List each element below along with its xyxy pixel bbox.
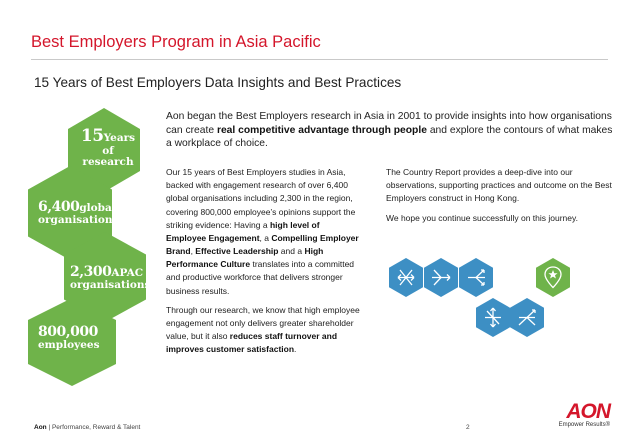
page-number: 2 — [466, 424, 470, 431]
stat-global-suffix: global — [79, 202, 116, 214]
title-divider — [31, 59, 608, 60]
logo-wordmark: AON — [566, 400, 610, 423]
footer-text: Aon | Performance, Reward & Talent — [34, 424, 141, 431]
left-paragraph-2: Through our research, we know that high employee engagement not only delivers greater shareholder value, but it also reduces staff turnover and improves customer satisfaction. — [166, 304, 360, 355]
stat-employees-value: 800,000 — [38, 324, 98, 340]
stat-apac-suffix: APAC — [111, 267, 144, 279]
logo-tagline: Empower Results® — [558, 422, 610, 428]
footer-section: Performance, Reward & Talent — [51, 424, 141, 431]
right-column — [386, 166, 618, 231]
right-paragraph-1: The Country Report provides a deep-dive into our observations, supporting practices and outcome on the Best Employers construct in Hong Kong. — [386, 167, 612, 204]
arrows-scatter-icon — [476, 298, 510, 337]
arrows-out-icon — [389, 258, 423, 297]
left-column — [166, 166, 362, 362]
stat-employees-line2: employees — [38, 338, 100, 351]
page-title: Best Employers Program in Asia Pacific — [31, 33, 321, 51]
stat-years-line2: of — [102, 144, 114, 157]
left-paragraph-1: Our 15 years of Best Employers studies in Asia, backed with engagement research of over 6,400 global organisations including 2,300 in the region, covering 800,000 employee’s opinions support the striking evidence: Having a high level of Employee Engagement, a Compelling Employer Brand, Effective Leadership and a High Performance Culture translates into a committed and productive workforce that delivers stronger business results. — [166, 167, 359, 296]
location-star-icon — [536, 258, 570, 297]
stat-apac — [70, 263, 151, 291]
stat-apac-line2: organisations — [70, 278, 151, 291]
aon-logo — [538, 400, 610, 428]
page-subtitle: 15 Years of Best Employers Data Insights and Best Practices — [34, 75, 402, 90]
stat-apac-value: 2,300 — [70, 264, 112, 280]
arrows-branch-icon — [459, 258, 493, 297]
stat-years — [78, 128, 138, 168]
stat-years-line3: research — [82, 155, 134, 168]
stat-global — [38, 198, 119, 226]
arrows-converge-icon — [424, 258, 458, 297]
right-paragraph-2: We hope you continue successfully on this journey. — [386, 212, 578, 223]
intro-paragraph: Aon began the Best Employers research in Asia in 2001 to provide insights into how organisations can create real competitive advantage through people and explore the contours of what makes a workplace of choice. — [166, 111, 613, 150]
stat-employees — [38, 325, 114, 351]
stat-global-line2: organisations — [38, 213, 119, 226]
arrows-merge-icon — [510, 298, 544, 337]
stat-years-suffix: Years — [103, 132, 136, 144]
footer-brand: Aon — [34, 424, 47, 431]
stat-global-value: 6,400 — [38, 199, 80, 215]
stat-years-value: 15 — [80, 126, 104, 146]
